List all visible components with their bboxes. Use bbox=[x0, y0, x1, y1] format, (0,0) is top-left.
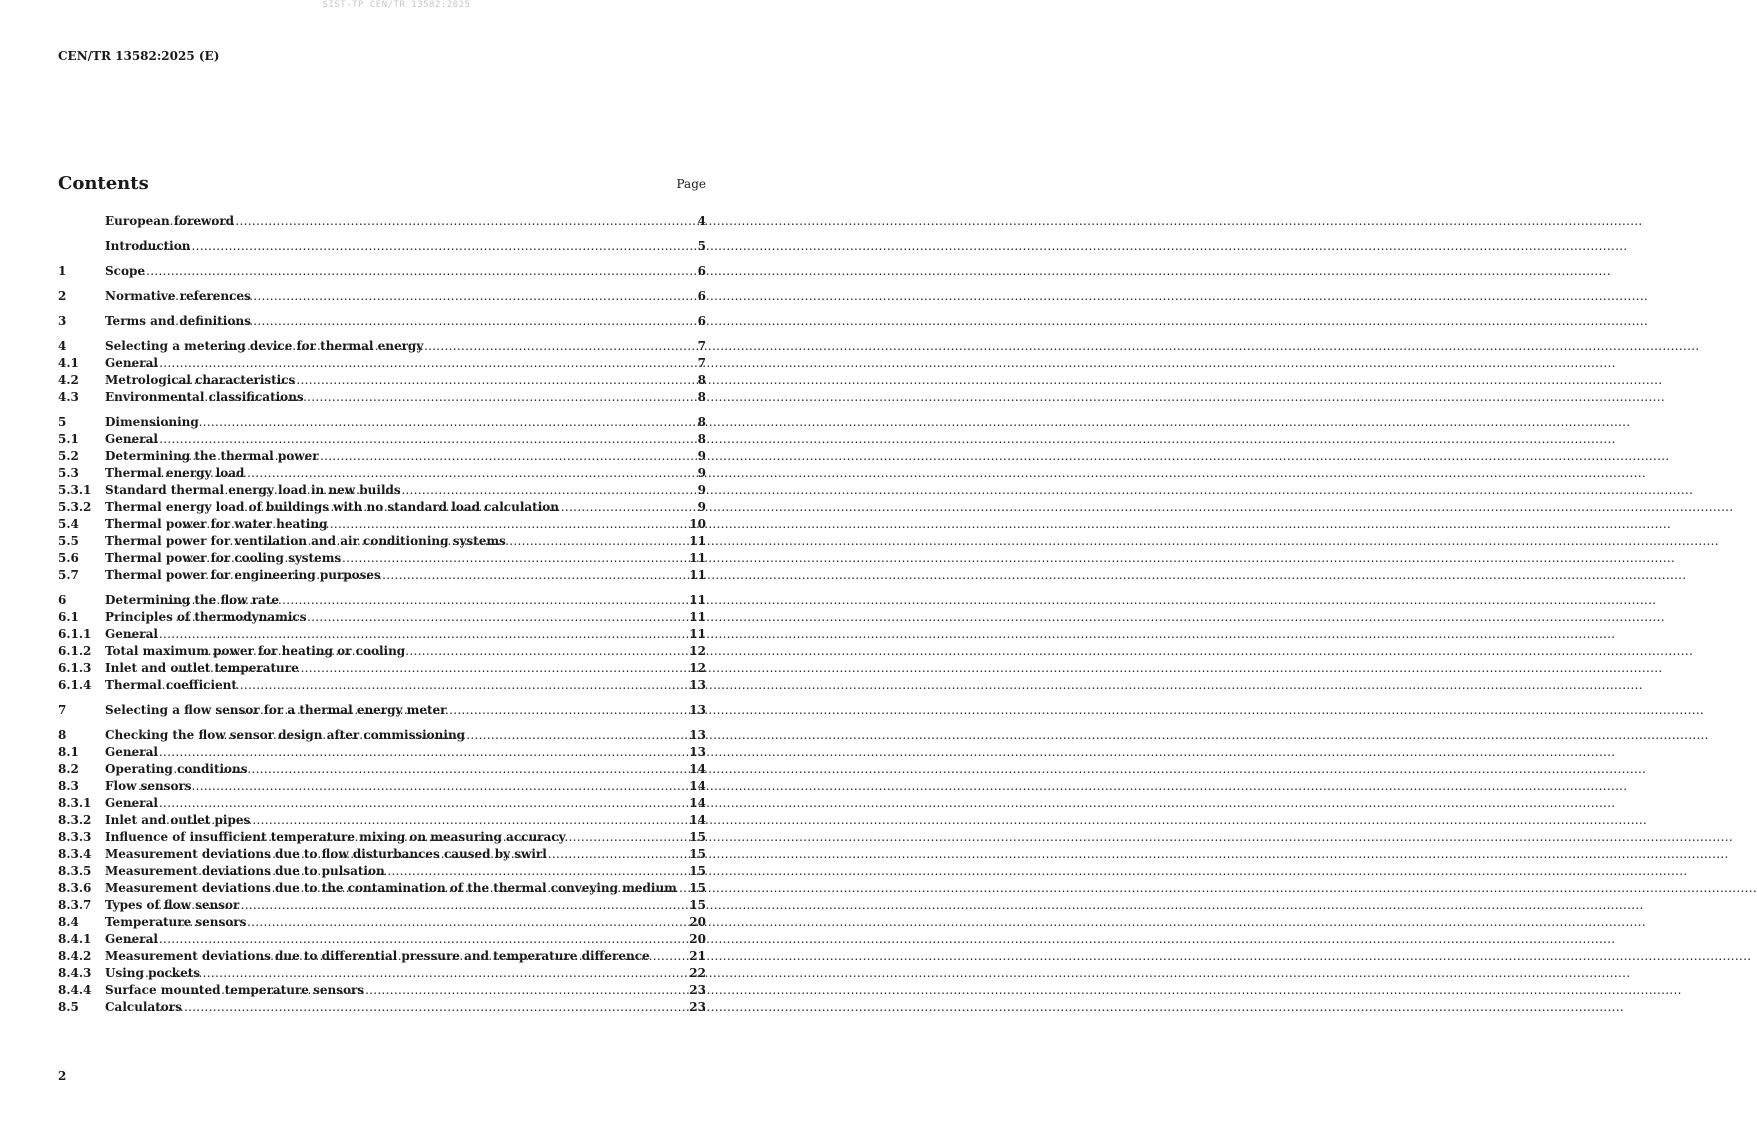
toc-entry[interactable] bbox=[58, 448, 706, 465]
toc-entry-number: 8.4.2 bbox=[58, 949, 92, 963]
toc-entry-number: 3 bbox=[58, 314, 67, 328]
toc-dot-leader bbox=[159, 288, 697, 305]
toc-entry-number: 2 bbox=[58, 289, 67, 303]
toc-dot-leader bbox=[192, 982, 688, 999]
toc-entry[interactable] bbox=[58, 948, 706, 965]
toc-entry[interactable] bbox=[58, 372, 706, 389]
toc-entry-page: 11 bbox=[689, 568, 706, 582]
toc-entry[interactable] bbox=[58, 795, 706, 812]
toc-dot-leader bbox=[173, 372, 697, 389]
toc-entry-title: Terms and definitions bbox=[105, 314, 251, 328]
toc-entry[interactable] bbox=[58, 999, 706, 1016]
toc-dot-leader bbox=[138, 778, 688, 795]
toc-dot-leader bbox=[262, 948, 688, 965]
toc-entry[interactable] bbox=[58, 643, 706, 660]
toc-entry-page: 7 bbox=[697, 339, 706, 353]
toc-dot-leader bbox=[186, 550, 689, 567]
toc-dot-leader bbox=[180, 448, 697, 465]
toc-entry-title: Calculators bbox=[105, 1000, 182, 1014]
toc-entry-number: 5.1 bbox=[58, 432, 79, 446]
toc-entry[interactable] bbox=[58, 677, 706, 694]
toc-entry[interactable] bbox=[58, 482, 706, 499]
document-id: CEN/TR 13582:2025 (E) bbox=[58, 49, 220, 63]
toc-dot-leader bbox=[176, 389, 697, 406]
toc-entry-page: 8 bbox=[697, 432, 706, 446]
toc-dot-leader bbox=[215, 702, 689, 719]
toc-entry-title: General bbox=[105, 796, 158, 810]
toc-entry-title: Temperature sensors bbox=[105, 915, 247, 929]
toc-entry[interactable] bbox=[58, 812, 706, 829]
toc-dot-leader bbox=[244, 499, 697, 516]
toc-dot-leader bbox=[121, 263, 696, 280]
toc-dot-leader bbox=[126, 431, 696, 448]
toc-entry-number: 5.3.2 bbox=[58, 500, 92, 514]
toc-entry-page: 4 bbox=[697, 214, 706, 228]
toc-dot-leader bbox=[175, 609, 688, 626]
toc-entry-number: 6 bbox=[58, 593, 67, 607]
toc-entry-page: 20 bbox=[689, 915, 706, 929]
toc-entry[interactable] bbox=[58, 213, 706, 230]
toc-entry-number: 5.7 bbox=[58, 568, 79, 582]
toc-dot-leader bbox=[158, 812, 689, 829]
toc-entry-page: 14 bbox=[689, 762, 706, 776]
toc-entry-page: 13 bbox=[689, 728, 706, 742]
toc-entry-title: Operating conditions bbox=[105, 762, 248, 776]
toc-entry[interactable] bbox=[58, 897, 706, 914]
toc-dot-leader bbox=[126, 931, 688, 948]
toc-entry-number: 8.3 bbox=[58, 779, 79, 793]
toc-entry-number: 8.4.3 bbox=[58, 966, 92, 980]
toc-entry-number: 8 bbox=[58, 728, 67, 742]
toc-entry-number: 5 bbox=[58, 415, 67, 429]
toc-entry[interactable] bbox=[58, 338, 706, 355]
toc-entry-number: 8.3.6 bbox=[58, 881, 92, 895]
toc-entry-page: 11 bbox=[689, 593, 706, 607]
toc-entry[interactable] bbox=[58, 263, 706, 280]
toc-dot-leader bbox=[126, 626, 688, 643]
toc-dot-leader bbox=[141, 414, 697, 431]
toc-entry-title: Inlet and outlet temperature bbox=[105, 661, 299, 675]
toc-entry[interactable] bbox=[58, 626, 706, 643]
toc-entry[interactable] bbox=[58, 846, 706, 863]
toc-entry-title: Scope bbox=[105, 264, 146, 278]
toc-entry[interactable] bbox=[58, 313, 706, 330]
toc-entry-number: 6.1.2 bbox=[58, 644, 92, 658]
toc-entry-page: 21 bbox=[689, 949, 706, 963]
toc-entry-number: 8.3.1 bbox=[58, 796, 92, 810]
toc-entry-title: Thermal energy load bbox=[105, 466, 245, 480]
toc-entry-title: General bbox=[105, 932, 158, 946]
toc-entry[interactable] bbox=[58, 863, 706, 880]
toc-entry-title: Thermal power for water heating bbox=[105, 517, 328, 531]
toc-entry[interactable] bbox=[58, 499, 706, 516]
toc-dot-leader bbox=[141, 965, 688, 982]
toc-entry-number: 1 bbox=[58, 264, 67, 278]
toc-entry[interactable] bbox=[58, 414, 706, 431]
toc-entry[interactable] bbox=[58, 702, 706, 719]
toc-entry-title: Using pockets bbox=[105, 966, 201, 980]
toc-dot-leader bbox=[198, 863, 688, 880]
toc-entry-title: Flow sensors bbox=[105, 779, 192, 793]
toc-dot-leader bbox=[219, 727, 688, 744]
toc-dot-leader bbox=[126, 355, 696, 372]
toc-entry-title: Measurement deviations due to differential pressure and temperature difference bbox=[105, 949, 650, 963]
toc-dot-leader bbox=[157, 465, 697, 482]
toc-entry-title: European foreword bbox=[105, 214, 235, 228]
toc-entry-title: General bbox=[105, 627, 158, 641]
toc-entry[interactable] bbox=[58, 727, 706, 744]
toc-entry-number: 7 bbox=[58, 703, 67, 717]
toc-entry-number: 6.1 bbox=[58, 610, 79, 624]
toc-entry-number: 8.1 bbox=[58, 745, 79, 759]
toc-entry-title: Selecting a flow sensor for a thermal energy meter bbox=[105, 703, 447, 717]
toc-entry-title: Selecting a metering device for thermal energy bbox=[105, 339, 424, 353]
toc-entry-page: 7 bbox=[697, 356, 706, 370]
toc-entry-number: 8.3.4 bbox=[58, 847, 92, 861]
toc-entry-title: Thermal energy load of buildings with no standard load calculation bbox=[105, 500, 559, 514]
toc-dot-leader bbox=[244, 829, 689, 846]
toc-entry-title: Thermal power for ventilation and air conditioning systems bbox=[105, 534, 506, 548]
toc-entry-page: 15 bbox=[689, 864, 706, 878]
toc-entry[interactable] bbox=[58, 238, 706, 255]
toc-entry-page: 13 bbox=[689, 678, 706, 692]
toc-entry-number: 8.3.5 bbox=[58, 864, 92, 878]
toc-entry[interactable] bbox=[58, 778, 706, 795]
toc-entry-number: 4.2 bbox=[58, 373, 79, 387]
toc-entry-title: Dimensioning bbox=[105, 415, 199, 429]
toc-entry-number: 6.1.3 bbox=[58, 661, 92, 675]
toc-entry-title: Influence of insufficient temperature mixing on measuring accuracy bbox=[105, 830, 566, 844]
toc-entry-number: 5.2 bbox=[58, 449, 79, 463]
toc-entry-number: 5.6 bbox=[58, 551, 79, 565]
toc-entry-number: 5.3 bbox=[58, 466, 79, 480]
toc-entry[interactable] bbox=[58, 431, 706, 448]
toc-entry-title: Types of flow sensor bbox=[105, 898, 240, 912]
toc-entry-page: 6 bbox=[697, 289, 706, 303]
toc-entry-title: Introduction bbox=[105, 239, 191, 253]
toc-entry-title: Determining the flow rate bbox=[105, 593, 279, 607]
toc-dot-leader bbox=[138, 238, 697, 255]
toc-entry-page: 8 bbox=[697, 390, 706, 404]
toc-dot-leader bbox=[153, 677, 688, 694]
toc-entry-page: 6 bbox=[697, 314, 706, 328]
toc-entry-page: 10 bbox=[689, 517, 706, 531]
toc-entry-title: Measurement deviations due to flow disturbances caused by swirl bbox=[105, 847, 547, 861]
toc-entry-page: 14 bbox=[689, 813, 706, 827]
toc-entry-page: 14 bbox=[689, 796, 706, 810]
watermark: SIST-TP CEN/TR 13582:2025 bbox=[322, 0, 471, 10]
toc-entry-number: 8.5 bbox=[58, 1000, 79, 1014]
toc-entry-page: 9 bbox=[697, 483, 706, 497]
toc-entry-page: 11 bbox=[689, 627, 706, 641]
toc-entry-page: 14 bbox=[689, 779, 706, 793]
toc-entry-number: 5.4 bbox=[58, 517, 79, 531]
toc-entry-number: 8.4 bbox=[58, 915, 79, 929]
page-column-label: Page bbox=[676, 177, 706, 191]
toc-dot-leader bbox=[153, 213, 697, 230]
toc-entry-page: 11 bbox=[689, 610, 706, 624]
toc-entry-number: 5.5 bbox=[58, 534, 79, 548]
toc-dot-leader bbox=[239, 846, 688, 863]
toc-entry-page: 11 bbox=[689, 551, 706, 565]
toc-entry-number: 8.4.4 bbox=[58, 983, 92, 997]
toc-entry-page: 13 bbox=[689, 745, 706, 759]
toc-entry[interactable] bbox=[58, 880, 706, 897]
toc-dot-leader bbox=[268, 880, 689, 897]
toc-dot-leader bbox=[159, 313, 697, 330]
toc-entry-page: 13 bbox=[689, 703, 706, 717]
toc-entry-number: 8.3.3 bbox=[58, 830, 92, 844]
toc-entry-title: General bbox=[105, 745, 158, 759]
toc-entry-number: 8.4.1 bbox=[58, 932, 92, 946]
toc-entry-page: 5 bbox=[697, 239, 706, 253]
toc-dot-leader bbox=[135, 999, 689, 1016]
page-number: 2 bbox=[58, 1069, 67, 1083]
toc-entry-title: Measurement deviations due to the contamination of the thermal conveying medium bbox=[105, 881, 677, 895]
toc-entry-page: 15 bbox=[689, 847, 706, 861]
toc-entry-page: 15 bbox=[689, 830, 706, 844]
toc-entry[interactable] bbox=[58, 288, 706, 305]
toc-entry-page: 15 bbox=[689, 881, 706, 895]
toc-entry-page: 23 bbox=[689, 983, 706, 997]
toc-dot-leader bbox=[173, 660, 688, 677]
toc-entry-number: 8.2 bbox=[58, 762, 79, 776]
toc-dot-leader bbox=[167, 592, 688, 609]
toc-entry[interactable] bbox=[58, 660, 706, 677]
toc-entry[interactable] bbox=[58, 761, 706, 778]
toc-entry[interactable] bbox=[58, 931, 706, 948]
toc-entry-title: Thermal power for engineering purposes bbox=[105, 568, 381, 582]
toc-entry-page: 12 bbox=[689, 644, 706, 658]
toc-dot-leader bbox=[126, 795, 688, 812]
toc-entry[interactable] bbox=[58, 550, 706, 567]
toc-entry[interactable] bbox=[58, 516, 706, 533]
toc-entry[interactable] bbox=[58, 744, 706, 761]
toc-dot-leader bbox=[157, 761, 688, 778]
toc-entry[interactable] bbox=[58, 389, 706, 406]
toc-entry-page: 8 bbox=[697, 415, 706, 429]
toc-dot-leader bbox=[156, 914, 688, 931]
toc-dot-leader bbox=[154, 897, 688, 914]
toc-entry-title: General bbox=[105, 432, 158, 446]
toc-entry-page: 20 bbox=[689, 932, 706, 946]
toc-entry-page: 23 bbox=[689, 1000, 706, 1014]
toc-entry-title: Environmental classifications bbox=[105, 390, 304, 404]
toc-dot-leader bbox=[182, 516, 689, 533]
toc-entry-page: 11 bbox=[689, 534, 706, 548]
toc-entry-page: 9 bbox=[697, 500, 706, 514]
toc-entry-number: 4.3 bbox=[58, 390, 79, 404]
contents-title: Contents bbox=[58, 173, 149, 194]
toc-entry[interactable] bbox=[58, 829, 706, 846]
toc-entry-number: 4.1 bbox=[58, 356, 79, 370]
toc-dot-leader bbox=[126, 744, 688, 761]
toc-entry[interactable] bbox=[58, 533, 706, 550]
toc-entry-page: 6 bbox=[697, 264, 706, 278]
toc-entry-page: 9 bbox=[697, 449, 706, 463]
toc-entry-number: 4 bbox=[58, 339, 67, 353]
toc-entry-number: 5.3.1 bbox=[58, 483, 92, 497]
toc-dot-leader bbox=[229, 533, 688, 550]
toc-entry-title: Surface mounted temperature sensors bbox=[105, 983, 365, 997]
toc-entry-page: 12 bbox=[689, 661, 706, 675]
toc-entry-title: Thermal coefficient bbox=[105, 678, 237, 692]
toc-entry-title: Thermal power for cooling systems bbox=[105, 551, 342, 565]
toc-dot-leader bbox=[204, 482, 697, 499]
toc-entry-page: 22 bbox=[689, 966, 706, 980]
toc-entry[interactable] bbox=[58, 465, 706, 482]
toc-entry[interactable] bbox=[58, 567, 706, 584]
toc-entry-title: Inlet and outlet pipes bbox=[105, 813, 251, 827]
toc-entry-title: Total maximum power for heating or cooling bbox=[105, 644, 406, 658]
toc-entry-number: 6.1.1 bbox=[58, 627, 92, 641]
toc-entry[interactable] bbox=[58, 965, 706, 982]
toc-entry-title: Determining the thermal power bbox=[105, 449, 319, 463]
toc-entry-title: Checking the flow sensor design after commissioning bbox=[105, 728, 466, 742]
toc-entry-title: Normative references bbox=[105, 289, 251, 303]
toc-entry-title: Standard thermal energy load in new builds bbox=[105, 483, 401, 497]
toc-entry-page: 8 bbox=[697, 373, 706, 387]
toc-entry-number: 8.3.2 bbox=[58, 813, 92, 827]
toc-entry[interactable] bbox=[58, 355, 706, 372]
toc-entry[interactable] bbox=[58, 914, 706, 931]
toc-entry-page: 9 bbox=[697, 466, 706, 480]
toc-entry[interactable] bbox=[58, 982, 706, 999]
toc-entry-number: 6.1.4 bbox=[58, 678, 92, 692]
table-of-contents bbox=[58, 213, 706, 1016]
toc-dot-leader bbox=[204, 643, 689, 660]
toc-entry-page: 15 bbox=[689, 898, 706, 912]
toc-dot-leader bbox=[197, 567, 688, 584]
toc-entry-title: Measurement deviations due to pulsation bbox=[105, 864, 385, 878]
toc-dot-leader bbox=[210, 338, 697, 355]
toc-entry[interactable] bbox=[58, 609, 706, 626]
toc-entry[interactable] bbox=[58, 592, 706, 609]
toc-entry-title: Metrological characteristics bbox=[105, 373, 296, 387]
toc-entry-title: General bbox=[105, 356, 158, 370]
toc-entry-title: Principles of thermodynamics bbox=[105, 610, 307, 624]
toc-entry-number: 8.3.7 bbox=[58, 898, 92, 912]
